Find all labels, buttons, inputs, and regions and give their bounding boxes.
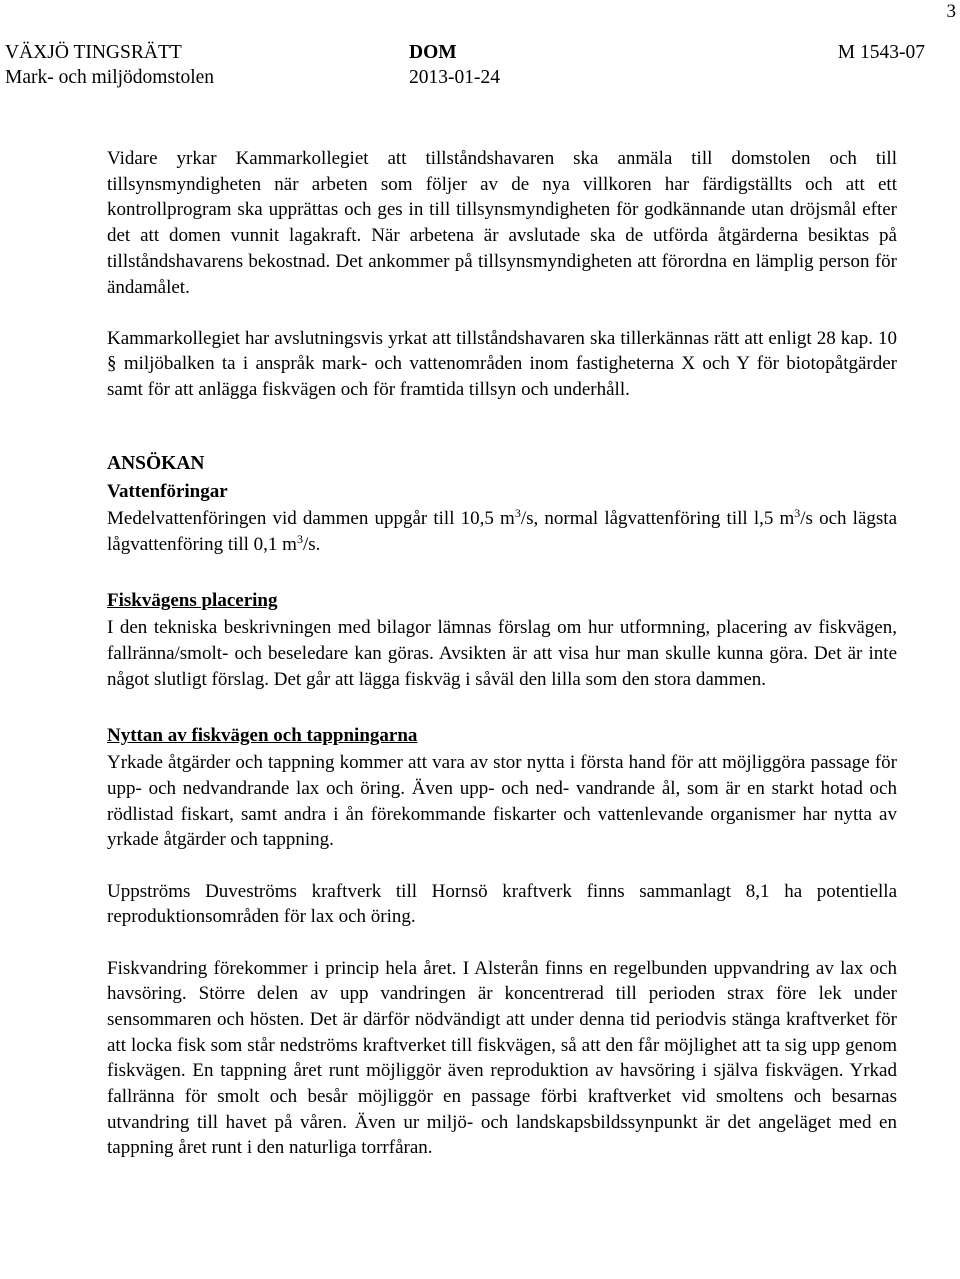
document-body [107,146,897,1161]
superscript-3: 3 [794,505,801,520]
document-header [5,40,925,96]
paragraph-fiskvandring: Fiskvandring förekommer i princip hela året. I Alsterån finns en regelbunden uppvandring av lax och havsöring. Större delen av upp vandringen är koncentrerad till perioden strax före lek under sensommaren och hösten. Det är därför nödvändigt att under denna tid periodvis stänga kraftverket för att locka fisk som står nedströms kraftverket till fiskvägen, så att den får möjlighet att ta sig upp genom fiskvägen. En tappning året runt möjliggör även reproduktion av havsöring i själva fiskvägen. Yrkad fallränna för smolt och besår möjliggör en passage förbi kraftverket vid smoltens och besarnas utvandring till havet på våren. Även ur miljö- och landskapsbildssynpunkt är det angeläget med en tappning året runt i den naturliga torrfåran. [107,957,897,1159]
header-middle [409,40,500,90]
court-name: VÄXJÖ TINGSRÄTT [5,42,182,63]
superscript-3: 3 [514,505,521,520]
paragraph-uppstroms: Uppströms Duveströms kraftverk till Hornsö kraftverk finns sammanlagt 8,1 ha potentiella reproduktionsområden för lax och öring. [107,880,897,928]
subheading-vattenforingar: Vattenföringar [107,480,228,502]
case-number: M 1543-07 [837,42,925,63]
flow-text-3: /s och lägsta lågvattenföring till 0,1 m [107,507,897,555]
paragraph-vattenforingar [107,506,897,557]
paragraph-kammarkollegiet-ratt: Kammarkollegiet har avslutningsvis yrkat att tillståndshavaren ska tillerkännas rätt att enligt 28 kap. 10 § miljöbalken ta i anspråk mark- och vattenområden inom fastigheterna X och Y för biotopåtgärder samt för att anlägga fiskvägen och för framtida tillsyn och underhåll. [107,327,897,401]
court-division: Mark- och miljödomstolen [5,67,215,88]
document-date: 2013-01-24 [409,67,500,88]
section-title-ansokan: ANSÖKAN [107,452,205,474]
flow-text-2: /s, normal lågvattenföring till l,5 m [520,507,795,529]
page-number: 3 [946,1,956,22]
paragraph-nyttan: Yrkade åtgärder och tappning kommer att vara av stor nytta i första hand för att möjliggöra passage för upp- och nedvandrande lax och öring. Även upp- och ned- vandrande ål, som är en starkt hotad och rödlistad fiskart, samt andra i ån förekommande fiskarter och vattenlevande organismer har nytta av yrkade åtgärder och tappning. [107,752,897,851]
document-type: DOM [409,42,457,63]
header-right [838,40,925,65]
superscript-3: 3 [296,531,303,546]
header-left [5,40,214,90]
paragraph-kammarkollegiet-anmalan: Vidare yrkar Kammarkollegiet att tillståndshavaren ska anmäla till domstolen och till tillsynsmyndigheten när arbeten som följer av de nya villkoren har färdigställts och att ett kontrollprogram ska upprättas och ges in till tillsynsmyndigheten för godkännande utan dröjsmål efter det att domen vunnit lagakraft. När arbetena är avslutade ska de utförda åtgärderna besiktas på tillståndshavarens bekostnad. Det ankommer på tillsynsmyndigheten att förordna en lämplig person för ändamålet. [107,148,897,298]
subheading-nyttan: Nyttan av fiskvägen och tappningarna [107,725,418,747]
subheading-fiskvagens-placering: Fiskvägens placering [107,590,278,612]
flow-text-4: /s. [302,533,321,555]
paragraph-fiskvagens-placering: I den tekniska beskrivningen med bilagor lämnas förslag om hur utformning, placering av fiskvägen, fallränna/smolt- och beseledare kan göras. Avsikten är att visa hur man skulle kunna göra. Det är inte något slutligt förslag. Det går att lägga fiskväg i såväl den lilla som den stora dammen. [107,617,897,690]
flow-text-1: Medelvattenföringen vid dammen uppgår till 10,5 m [107,507,515,529]
